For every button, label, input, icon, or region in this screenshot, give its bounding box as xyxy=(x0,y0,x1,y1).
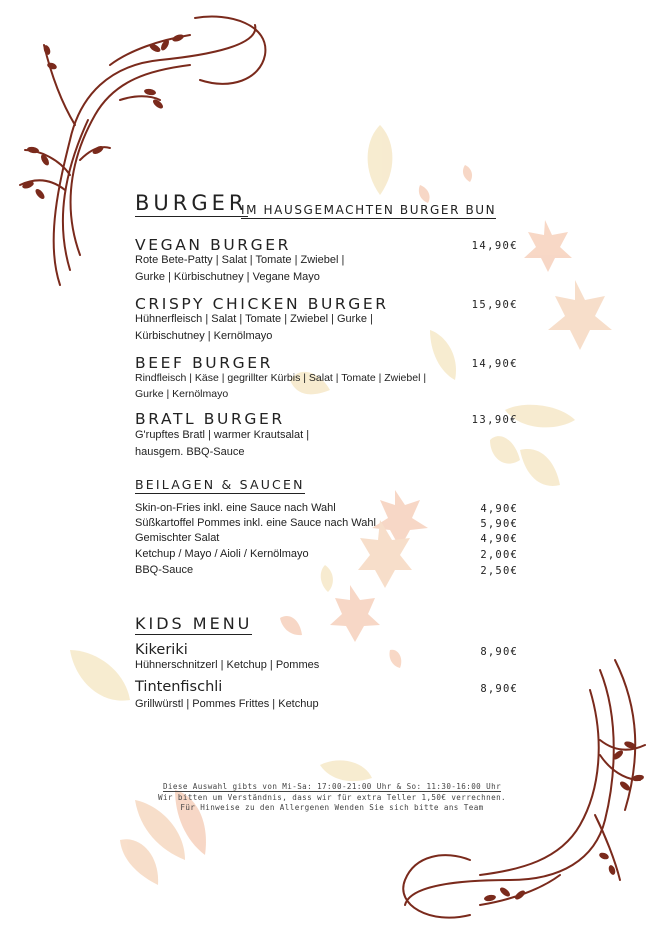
burger-desc: Rote Bete-Patty | Salat | Tomate | Zwiebel | xyxy=(135,254,345,266)
side-price: 2,50€ xyxy=(480,565,518,577)
side-price: 2,00€ xyxy=(480,549,518,561)
burger-name: BEEF BURGER xyxy=(135,354,273,372)
menu-title: BURGER xyxy=(135,191,248,215)
footer-plate-note: Wir bitten um Verständnis, dass wir für extra Teller 1,50€ verrechnen. xyxy=(157,793,507,802)
kids-item-desc: Hühnerschnitzerl | Ketchup | Pommes xyxy=(135,659,320,671)
footer-hours-text: Diese Auswahl gibts von Mi-Sa: 17:00-21:00 Uhr & So: 11:30-16:00 Uhr xyxy=(162,782,502,791)
burger-name: BRATL BURGER xyxy=(135,410,285,428)
burger-price: 13,90€ xyxy=(471,414,518,426)
side-name: Skin-on-Fries inkl. eine Sauce nach Wahl xyxy=(135,502,336,514)
side-price: 4,90€ xyxy=(480,503,518,515)
burger-desc: Gurke | Kernölmayo xyxy=(135,388,229,400)
burger-name: VEGAN BURGER xyxy=(135,236,292,254)
burger-desc: Hühnerfleisch | Salat | Tomate | Zwiebel | Gurke | xyxy=(135,313,373,325)
burger-price: 15,90€ xyxy=(471,299,518,311)
side-price: 4,90€ xyxy=(480,533,518,545)
kids-item-price: 8,90€ xyxy=(480,683,518,695)
menu-subtitle: IM HAUSGEMACHTEN BURGER BUN xyxy=(241,203,497,217)
kids-item-desc: Grillwürstl | Pommes Frittes | Ketchup xyxy=(135,698,319,710)
side-name: BBQ-Sauce xyxy=(135,564,194,576)
burger-desc: Kürbischutney | Kernölmayo xyxy=(135,330,273,342)
burger-price: 14,90€ xyxy=(471,240,518,252)
kids-heading: KIDS MENU xyxy=(135,614,253,633)
side-name: Gemischter Salat xyxy=(135,532,220,544)
kids-item-name: Tintenfischli xyxy=(135,679,223,695)
footer-hours xyxy=(0,782,664,791)
burger-desc: G'rupftes Bratl | warmer Krautsalat | xyxy=(135,429,310,441)
burger-price: 14,90€ xyxy=(471,358,518,370)
burger-desc: Gurke | Kürbischutney | Vegane Mayo xyxy=(135,271,320,283)
burger-name: CRISPY CHICKEN BURGER xyxy=(135,295,389,313)
side-name: Ketchup / Mayo / Aioli / Kernölmayo xyxy=(135,548,309,560)
footer-allergen-note: Für Hinweise zu den Allergenen Wenden Sie sich bitte ans Team xyxy=(180,803,484,812)
kids-item-price: 8,90€ xyxy=(480,646,518,658)
side-name: Süßkartoffel Pommes inkl. eine Sauce nach Wahl xyxy=(135,517,376,529)
ornament-top-left-leaves xyxy=(21,33,184,200)
burger-desc: Rindfleisch | Käse | gegrillter Kürbis | Salat | Tomate | Zwiebel | xyxy=(135,372,427,384)
kids-item-name: Kikeriki xyxy=(135,642,188,658)
sides-heading: BEILAGEN & SAUCEN xyxy=(135,477,305,492)
burger-desc: hausgem. BBQ-Sauce xyxy=(135,446,245,458)
side-price: 5,90€ xyxy=(480,518,518,530)
